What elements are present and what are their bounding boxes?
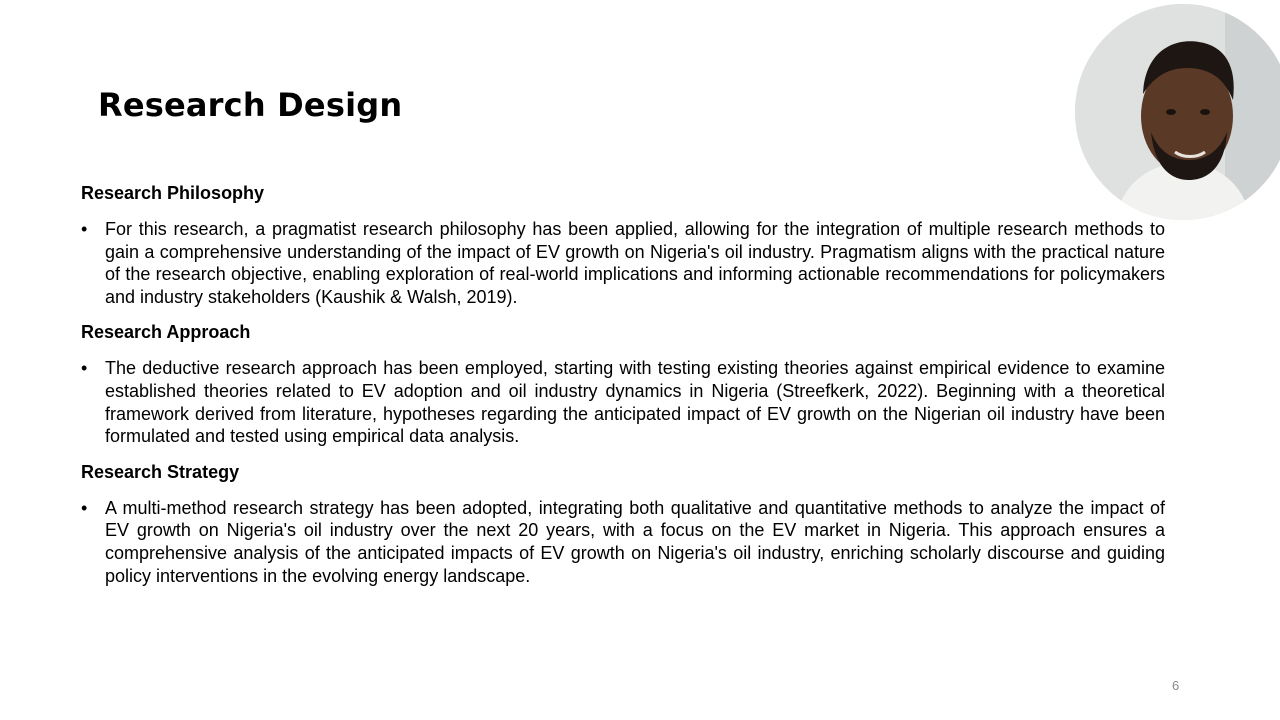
bullet-text-approach: The deductive research approach has been employed, starting with testing existing theories against empirical evidence to examine established theories related to EV adoption and oil industry dynamics in Nigeria (Streefkerk, 2022). Beginning with a theoretical framework derived from literature, hypotheses regarding the anticipated impact of EV growth on the Nigerian oil industry have been formulated and tested using empirical data analysis. bbox=[105, 358, 1165, 447]
section-heading-strategy: Research Strategy bbox=[81, 461, 240, 482]
slide-content bbox=[81, 182, 1165, 600]
presenter-video-thumbnail[interactable] bbox=[1075, 4, 1280, 220]
bullet-text-strategy: A multi-method research strategy has been adopted, integrating both qualitative and quantitative methods to analyze the impact of EV growth on Nigeria's oil industry over the next 20 years, with a focus on the EV market in Nigeria. This approach ensures a comprehensive analysis of the anticipated impacts of EV growth on Nigeria's oil industry, enriching scholarly discourse and guiding policy interventions in the evolving energy landscape. bbox=[105, 497, 1165, 586]
bullet-approach bbox=[81, 357, 1165, 447]
presenter-video-icon bbox=[1075, 4, 1280, 220]
section-heading-philosophy: Research Philosophy bbox=[81, 183, 265, 203]
slide-title: Research Design bbox=[98, 86, 403, 124]
bullet-philosophy bbox=[81, 218, 1165, 308]
page-number: 6 bbox=[1172, 678, 1180, 693]
bullet-icon: • bbox=[81, 497, 88, 518]
bullet-strategy bbox=[81, 497, 1165, 587]
bullet-icon: • bbox=[81, 358, 88, 379]
bullet-icon: • bbox=[81, 219, 88, 239]
bullet-text-philosophy: For this research, a pragmatist research philosophy has been applied, allowing for the integration of multiple research methods to gain a comprehensive understanding of the impact of EV growth on Nigeria's oil industry. Pragmatism aligns with the practical nature of the research objective, enabling exploration of real-world implications and informing actionable recommendations for policymakers and industry stakeholders (Kaushik & Walsh, 2019). bbox=[105, 219, 1165, 307]
section-heading-approach: Research Approach bbox=[81, 322, 251, 343]
